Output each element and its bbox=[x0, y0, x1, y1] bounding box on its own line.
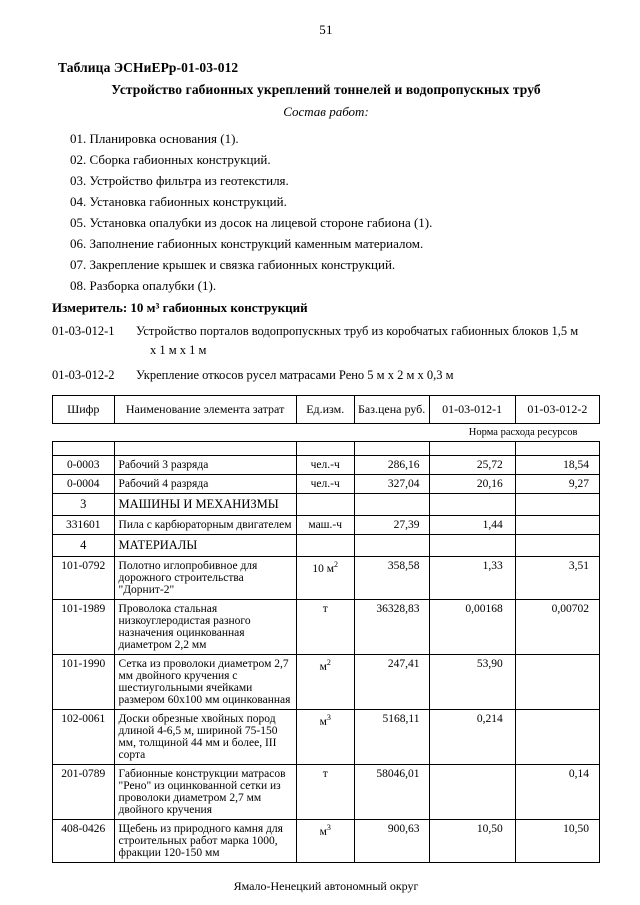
cell-section-title: МАТЕРИАЛЫ bbox=[114, 534, 296, 556]
cell-norm-1: 10,50 bbox=[429, 819, 515, 862]
table-row bbox=[53, 455, 600, 474]
cell-unit: т bbox=[296, 599, 354, 654]
cell-norm-1 bbox=[429, 534, 515, 556]
cell-norm-1: 0,214 bbox=[429, 709, 515, 764]
cell-name: Рабочий 4 разряда bbox=[114, 474, 296, 493]
cell-norm-2 bbox=[515, 654, 599, 709]
unit-base: м bbox=[319, 660, 327, 673]
cell-norm-1: 20,16 bbox=[429, 474, 515, 493]
page-number: 51 bbox=[319, 22, 333, 37]
cell-shifr: 201-0789 bbox=[53, 764, 115, 819]
cell-norm-2 bbox=[515, 534, 599, 556]
cell-section-title: МАШИНЫ И МЕХАНИЗМЫ bbox=[114, 493, 296, 515]
cell-unit bbox=[296, 709, 354, 764]
table-body bbox=[53, 423, 600, 862]
cell-unit bbox=[296, 654, 354, 709]
cell-price: 327,04 bbox=[354, 474, 429, 493]
unit-base: 10 м bbox=[312, 562, 335, 575]
cell-norm-2 bbox=[515, 709, 599, 764]
spacer-cell bbox=[429, 441, 515, 455]
cell-price: 5168,11 bbox=[354, 709, 429, 764]
cell-price: 247,41 bbox=[354, 654, 429, 709]
cell-norm-2: 9,27 bbox=[515, 474, 599, 493]
cell-norm-1 bbox=[429, 493, 515, 515]
cell-price bbox=[354, 493, 429, 515]
table-header bbox=[53, 395, 600, 423]
cell-price bbox=[354, 534, 429, 556]
table-row bbox=[53, 556, 600, 599]
list-item: 02. Сборка габионных конструкций. bbox=[70, 152, 271, 168]
cell-unit bbox=[296, 819, 354, 862]
code-identifier: 01-03-012-2 bbox=[52, 367, 115, 382]
cell-norm-1: 25,72 bbox=[429, 455, 515, 474]
cell-unit bbox=[296, 534, 354, 556]
table-row bbox=[53, 474, 600, 493]
cell-norm-1: 0,00168 bbox=[429, 599, 515, 654]
code-description bbox=[136, 322, 600, 360]
table-label: Таблица ЭСНиЕРр-01-03-012 bbox=[58, 60, 239, 75]
code-description-line2: х 1 м х 1 м bbox=[150, 343, 207, 358]
cell-norm-2 bbox=[515, 515, 599, 534]
cell-norm-2: 18,54 bbox=[515, 455, 599, 474]
code-description-line1: Укрепление откосов русел матрасами Рено 5 м х 2 м х 0,3 м bbox=[136, 367, 454, 382]
cell-name: Полотно иглопробивное для дорожного строительства "Дорнит-2" bbox=[114, 556, 296, 599]
spacer-cell bbox=[354, 441, 429, 455]
cell-norm-2: 10,50 bbox=[515, 819, 599, 862]
table-row bbox=[53, 654, 600, 709]
unit-superscript: 2 bbox=[334, 559, 339, 569]
column-header-code-1: 01-03-012-1 bbox=[429, 395, 515, 423]
unit-superscript: 2 bbox=[326, 657, 331, 667]
cell-price: 27,39 bbox=[354, 515, 429, 534]
column-header-unit: Ед.изм. bbox=[296, 395, 354, 423]
cell-price: 358,58 bbox=[354, 556, 429, 599]
unit-base: м bbox=[319, 825, 327, 838]
cell-shifr: 331601 bbox=[53, 515, 115, 534]
spacer-cell bbox=[114, 441, 296, 455]
table-spacer-row bbox=[53, 441, 600, 455]
cell-norm-1: 1,33 bbox=[429, 556, 515, 599]
cell-price: 900,63 bbox=[354, 819, 429, 862]
cell-unit: т bbox=[296, 764, 354, 819]
cell-name: Проволока стальная низкоуглеродистая разного назначения оцинкованная диаметром 2,2 мм bbox=[114, 599, 296, 654]
cell-name: Пила с карбюраторным двигателем bbox=[114, 515, 296, 534]
list-item: 08. Разборка опалубки (1). bbox=[70, 278, 217, 294]
list-item: 03. Устройство фильтра из геотекстиля. bbox=[70, 173, 289, 189]
cell-norm-1 bbox=[429, 764, 515, 819]
cell-name: Рабочий 3 разряда bbox=[114, 455, 296, 474]
cell-shifr: 101-1990 bbox=[53, 654, 115, 709]
norm-spacer-2 bbox=[114, 423, 296, 441]
cell-shifr: 102-0061 bbox=[53, 709, 115, 764]
cell-price: 36328,83 bbox=[354, 599, 429, 654]
code-identifier: 01-03-012-1 bbox=[52, 324, 115, 339]
cell-section-number: 3 bbox=[53, 493, 115, 515]
work-steps-list bbox=[52, 128, 600, 296]
code-entry bbox=[52, 366, 600, 385]
cell-unit bbox=[296, 493, 354, 515]
page-footer: Ямало-Ненецкий автономный округ bbox=[233, 878, 419, 893]
code-description bbox=[136, 366, 600, 385]
norm-spacer-4 bbox=[354, 423, 429, 441]
cell-unit: маш.-ч bbox=[296, 515, 354, 534]
list-item: 04. Установка габионных конструкций. bbox=[70, 194, 287, 210]
cell-norm-1: 53,90 bbox=[429, 654, 515, 709]
table-row bbox=[53, 764, 600, 819]
table-row bbox=[53, 515, 600, 534]
table-row bbox=[53, 709, 600, 764]
cell-price: 286,16 bbox=[354, 455, 429, 474]
resource-table bbox=[52, 395, 600, 863]
column-header-shifr: Шифр bbox=[53, 395, 115, 423]
cell-shifr: 101-1989 bbox=[53, 599, 115, 654]
table-header-row bbox=[53, 395, 600, 423]
table-row bbox=[53, 599, 600, 654]
norm-spacer-3 bbox=[296, 423, 354, 441]
spacer-cell bbox=[296, 441, 354, 455]
cell-norm-2: 0,14 bbox=[515, 764, 599, 819]
norm-label: Норма расхода ресурсов bbox=[468, 426, 578, 438]
izmeritel-label: Измеритель: 10 м³ габионных конструкций bbox=[52, 300, 308, 316]
spacer-cell bbox=[515, 441, 599, 455]
cell-name: Сетка из проволоки диаметром 2,7 мм двойного кручения с шестиугольными ячейками размером 60х100 мм оцинкованная bbox=[114, 654, 296, 709]
cell-shifr: 101-0792 bbox=[53, 556, 115, 599]
list-item: 05. Установка опалубки из досок на лицевой стороне габиона (1). bbox=[70, 215, 433, 231]
cell-shifr: 408-0426 bbox=[53, 819, 115, 862]
unit-superscript: 3 bbox=[326, 712, 331, 722]
cell-norm-2: 0,00702 bbox=[515, 599, 599, 654]
cell-name: Доски обрезные хвойных пород длиной 4-6,5 м, шириной 75-150 мм, толщиной 44 мм и более, III сорта bbox=[114, 709, 296, 764]
cell-section-number: 4 bbox=[53, 534, 115, 556]
unit-base: м bbox=[319, 715, 327, 728]
cell-shifr: 0-0003 bbox=[53, 455, 115, 474]
list-item: 06. Заполнение габионных конструкций каменным материалом. bbox=[70, 236, 424, 252]
norm-label-row bbox=[53, 423, 600, 441]
unit-superscript: 3 bbox=[326, 822, 331, 832]
cell-unit bbox=[296, 556, 354, 599]
cell-norm-1: 1,44 bbox=[429, 515, 515, 534]
table-section-row bbox=[53, 493, 600, 515]
table-section-row bbox=[53, 534, 600, 556]
norm-spacer-1 bbox=[53, 423, 115, 441]
sostav-rabot-label: Состав работ: bbox=[283, 104, 369, 119]
cell-price: 58046,01 bbox=[354, 764, 429, 819]
code-entry bbox=[52, 322, 600, 360]
cell-norm-2 bbox=[515, 493, 599, 515]
table-row bbox=[53, 819, 600, 862]
cell-name: Щебень из природного камня для строительных работ марка 1000, фракции 120-150 мм bbox=[114, 819, 296, 862]
column-header-code-2: 01-03-012-2 bbox=[515, 395, 599, 423]
cell-unit: чел.-ч bbox=[296, 455, 354, 474]
cell-norm-2: 3,51 bbox=[515, 556, 599, 599]
document-title: Устройство габионных укреплений тоннелей и водопропускных труб bbox=[111, 82, 541, 97]
code-description-line1: Устройство порталов водопропускных труб из коробчатых габионных блоков 1,5 м bbox=[136, 324, 579, 339]
cell-shifr: 0-0004 bbox=[53, 474, 115, 493]
spacer-cell bbox=[53, 441, 115, 455]
column-header-price: Баз.цена руб. bbox=[354, 395, 429, 423]
column-header-name: Наименование элемента затрат bbox=[114, 395, 296, 423]
cell-unit: чел.-ч bbox=[296, 474, 354, 493]
list-item: 01. Планировка основания (1). bbox=[70, 131, 239, 146]
list-item: 07. Закрепление крышек и связка габионных конструкций. bbox=[70, 257, 396, 273]
cell-name: Габионные конструкции матрасов "Рено" из оцинкованной сетки из проволоки диаметром 2,7 мм двойного кручения bbox=[114, 764, 296, 819]
